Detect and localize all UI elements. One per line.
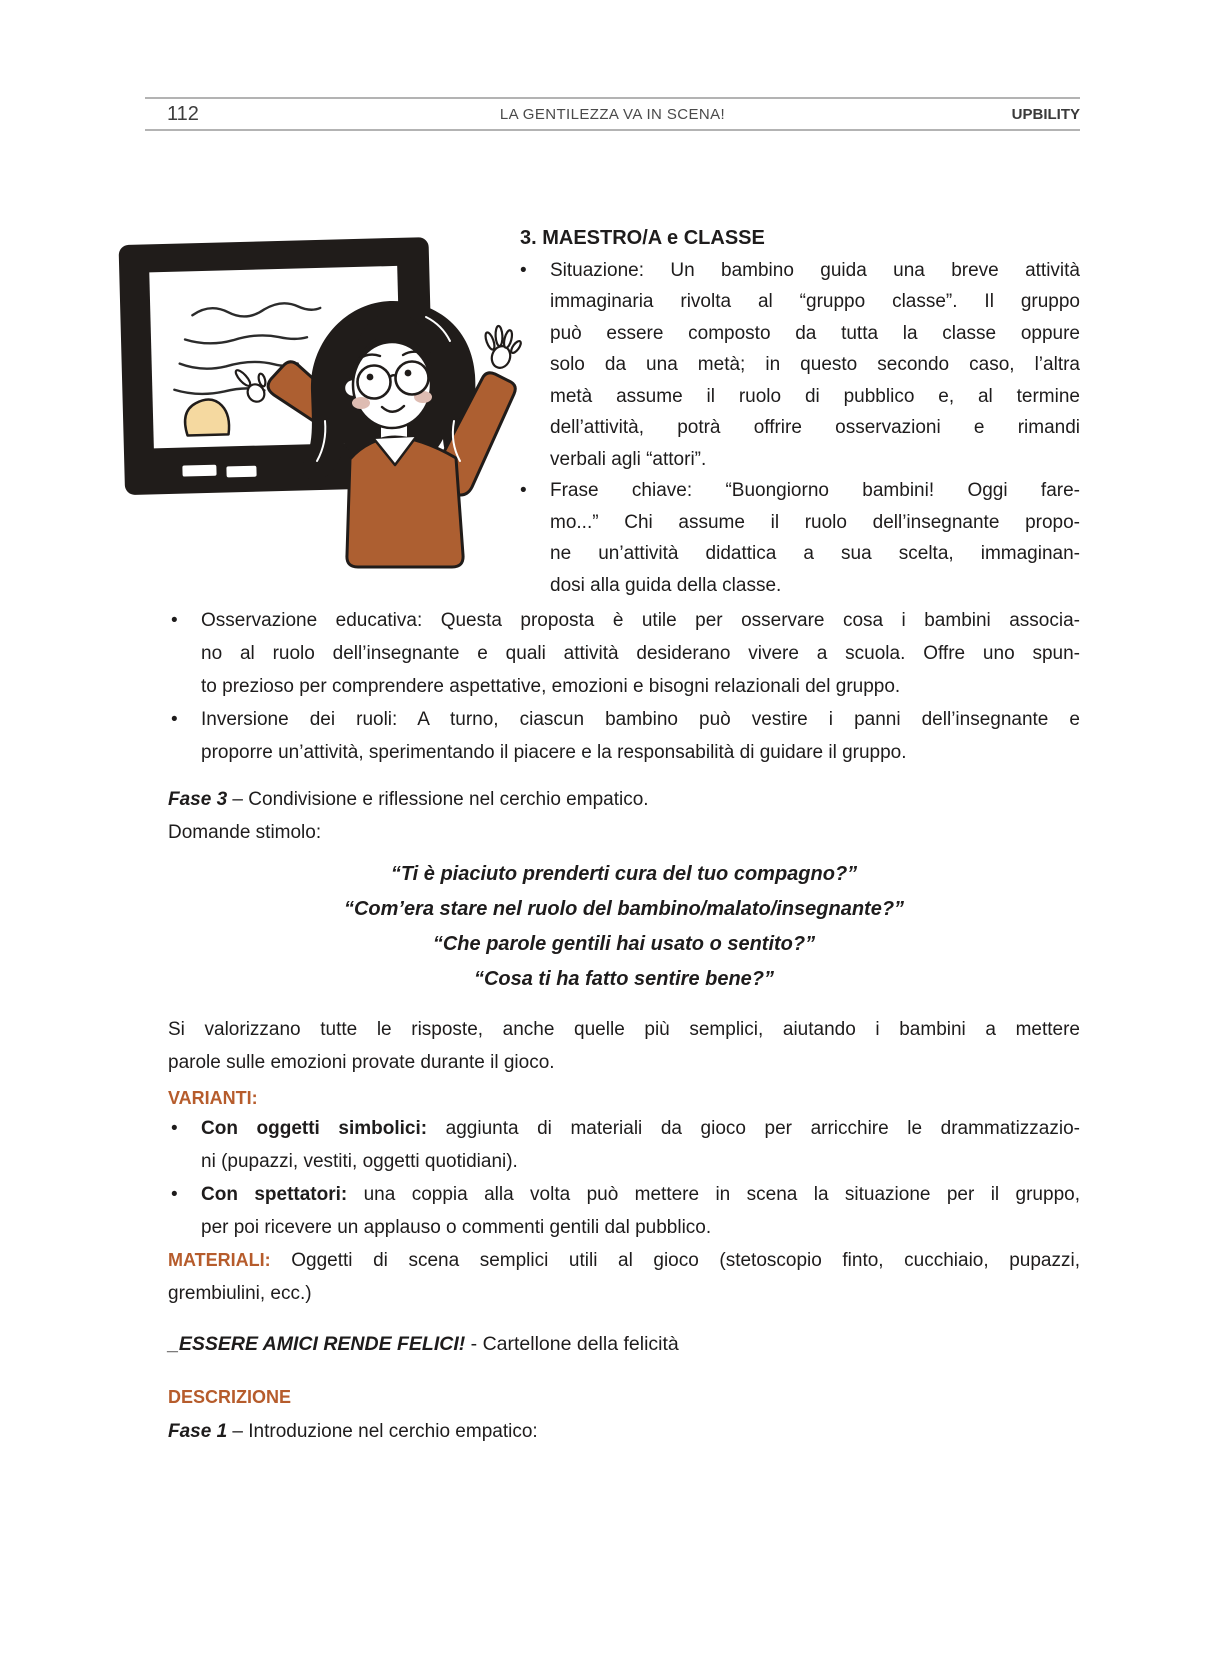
activity-title-line: _ESSERE AMICI RENDE FELICI! - Cartellone della felicità <box>168 1333 679 1355</box>
quote-line: “Cosa ti ha fatto sentire bene?” <box>473 968 775 990</box>
activity-title: _ESSERE AMICI RENDE FELICI! <box>168 1333 466 1355</box>
bullet-marker: • <box>171 1118 178 1139</box>
bullet-marker: • <box>171 610 178 631</box>
bullet-marker: • <box>520 480 527 501</box>
running-title: LA GENTILEZZA VA IN SCENA! <box>499 105 726 123</box>
teacher-hair <box>302 301 479 480</box>
teacher-raised-arm <box>434 373 515 495</box>
teacher-pointing-hand <box>234 368 268 405</box>
valorizzano-paragraph: Si valorizzano tutte le risposte, anche quelle più semplici, aiutando i bambini a mettere parole sulle emozioni provate durante il gioco. <box>168 1019 1080 1073</box>
stimulus-questions <box>168 857 1080 997</box>
list-item: • Frase chiave: “Buongiorno bambini! Oggi fare- mo...” Chi assume il ruolo dell’insegnante propo- ne un’attività didattica a sua scelta, immaginan- dosi alla guida della classe. <box>520 475 1080 601</box>
descrizione-label: DESCRIZIONE <box>168 1387 292 1407</box>
bullet-marker: • <box>520 259 527 281</box>
list-item: • Con oggetti simbolici: aggiunta di materiali da gioco per arricchire le drammatizzazio- ni (pupazzi, vestiti, oggetti quotidiani). <box>168 1112 1080 1178</box>
whiteboard <box>119 237 435 495</box>
fase3-line: Fase 3 – Condivisione e riflessione nel cerchio empatico. <box>168 789 649 810</box>
teacher-body <box>347 437 463 567</box>
teacher-glasses <box>358 362 429 399</box>
page-number: 112 <box>167 102 199 125</box>
teacher-eyebrows <box>359 352 424 359</box>
teacher-waving-hand <box>484 326 522 370</box>
board-scribble-lines <box>172 302 322 394</box>
board-sponge <box>184 399 229 436</box>
teacher-smile <box>382 406 404 412</box>
quote-line: “Che parole gentili hai usato o sentito?” <box>432 933 816 955</box>
list-item: • Con spettatori: una coppia alla volta può mettere in scena la situazione per il gruppo, per poi ricevere un applauso o commenti gentili dal pubblico. <box>168 1178 1080 1244</box>
variant-name: Con oggetti simbolici: <box>201 1118 428 1139</box>
teacher-face <box>353 342 431 428</box>
section-maestro-classe <box>520 131 1080 601</box>
teacher-pointing-arm <box>268 362 376 457</box>
quote-line: “Com’era stare nel ruolo del bambino/malato/insegnante?” <box>343 898 905 920</box>
variant-name: Con spettatori: <box>201 1184 348 1205</box>
bullet-marker: • <box>171 709 178 730</box>
teacher-eye-right <box>405 370 412 377</box>
quote-line: “Ti è piaciuto prenderti cura del tuo compagno?” <box>390 863 858 885</box>
fase3-label: Fase 3 <box>168 789 228 810</box>
page-header <box>145 97 1080 131</box>
brand-name: UPBILITY <box>1011 105 1080 123</box>
list-item: • Inversione dei ruoli: A turno, ciascun bambino può vestire i panni dell’insegnante e proporre un’attività, sperimentando il piacere e la responsabilità di guidare il gruppo. <box>168 703 1080 769</box>
observation-bullets <box>168 604 1080 769</box>
fase1-line: Fase 1 – Introduzione nel cerchio empatico: <box>168 1421 538 1442</box>
teacher-eye-left <box>367 374 374 381</box>
teacher-whiteboard-illustration <box>110 225 522 610</box>
list-item: • Osservazione educativa: Questa proposta è utile per osservare cosa i bambini associa- no al ruolo dell’insegnante e quali attività desiderano vivere a scuola. Offre uno spun- to prezioso per comprendere aspettative, emozioni e bisogni relazionali del gruppo. <box>168 604 1080 703</box>
varianti-bullets <box>168 1112 1080 1244</box>
section-heading: 3. MAESTRO/A e CLASSE <box>520 227 765 249</box>
teacher-fringe <box>353 313 432 371</box>
list-item: • Situazione: Un bambino guida una breve attività immaginaria rivolta al “gruppo classe”. Il gruppo può essere composto da tutta la classe oppure solo da una metà; in questo secondo caso, l’altra metà assume il ruolo di pubblico e, al termine dell’attività, potrà offrire osservazioni e rimandi verbali agli “attori”. <box>520 255 1080 476</box>
materiali-paragraph: MATERIALI: Oggetti di scena semplici utili al gioco (stetoscopio finto, cucchiaio, pupazzi, grembiulini, ecc.) <box>168 1250 1080 1304</box>
teacher-collar <box>374 437 416 465</box>
bullet-marker: • <box>171 1184 178 1205</box>
fase1-label: Fase 1 <box>168 1421 228 1442</box>
page-body <box>168 131 1080 1448</box>
domande-stimolo: Domande stimolo: <box>168 822 322 843</box>
varianti-label: VARIANTI: <box>168 1088 258 1108</box>
teacher-ear <box>344 379 362 397</box>
materiali-label: MATERIALI: <box>168 1250 271 1270</box>
